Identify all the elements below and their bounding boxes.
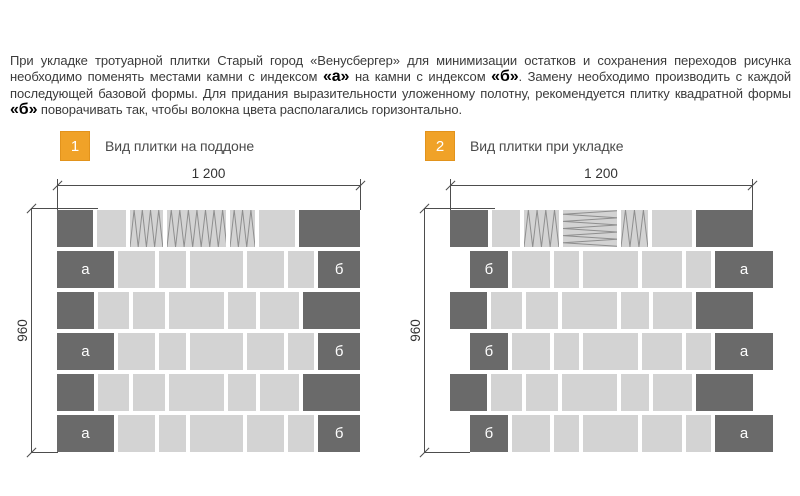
tile-dark [715, 251, 773, 288]
dim-extension-line [424, 208, 495, 209]
tile-row [57, 292, 360, 329]
fiber-hatch-icon [621, 210, 648, 247]
tile-light [288, 333, 315, 370]
tile-light [562, 292, 617, 329]
intro-text: на камни с индексом [349, 69, 492, 85]
tile-light [512, 251, 550, 288]
tile-dark [57, 374, 94, 411]
tile-light [118, 251, 155, 288]
tile-light [159, 251, 186, 288]
dim-height-line [424, 208, 425, 452]
tile-light [686, 251, 711, 288]
tile-dark [57, 251, 114, 288]
tile-dark [57, 292, 94, 329]
section-title: Вид плитки на поддоне [105, 138, 255, 154]
intro-text: При укладке тротуарной плитки Старый город «Венусбергер» для минимизации остатков и сохранения переходов рисунка необходимо поменять местами камни с индексом [10, 53, 791, 85]
tile-light [686, 415, 711, 452]
tile-light [653, 292, 691, 329]
section-title: Вид плитки при укладке [470, 138, 624, 154]
tile-light [98, 292, 129, 329]
dim-width-label: 1 200 [191, 166, 226, 181]
tile-dark [470, 333, 508, 370]
tile-light [583, 333, 639, 370]
dim-width-line [57, 185, 360, 186]
tile-light [260, 292, 298, 329]
tile-light [247, 415, 284, 452]
tile-dark [318, 415, 360, 452]
dim-extension-line [424, 452, 470, 453]
tile-hatched [563, 210, 618, 247]
tile-light [190, 333, 243, 370]
tile-dark [57, 210, 93, 247]
tile-light [642, 415, 682, 452]
tile-row [57, 415, 360, 452]
tile-light [159, 333, 186, 370]
tile-dark [696, 210, 753, 247]
tile-light [228, 374, 256, 411]
tile-grid [57, 210, 360, 452]
tile-index-emphasis: «б» [491, 68, 519, 86]
tile-light [621, 374, 649, 411]
tile-light [554, 333, 579, 370]
tile-light [562, 374, 617, 411]
tile-dark [470, 251, 508, 288]
tile-light [169, 374, 224, 411]
tile-dark [303, 292, 360, 329]
tile-dark [450, 292, 487, 329]
tile-index-label: а [739, 343, 749, 360]
tile-row [450, 292, 753, 329]
tile-hatched [524, 210, 559, 247]
tile-light [492, 210, 520, 247]
dim-height-label: 960 [14, 318, 30, 342]
intro-paragraph [10, 53, 791, 119]
tile-light [247, 251, 284, 288]
tile-row [450, 374, 753, 411]
tile-light [118, 333, 155, 370]
tile-index-emphasis: «а» [322, 68, 350, 86]
tile-index-label: а [81, 425, 90, 442]
tile-light [118, 415, 155, 452]
tile-light [98, 374, 129, 411]
dim-width-line [450, 185, 752, 186]
dim-width-label: 1 200 [584, 166, 618, 181]
tile-light [228, 292, 256, 329]
tile-row [57, 374, 360, 411]
fiber-hatch-icon [130, 210, 163, 247]
tile-dark [470, 415, 508, 452]
tile-index-label: а [739, 425, 749, 442]
tile-row [57, 210, 360, 247]
tile-row [470, 251, 773, 288]
tile-row [57, 251, 360, 288]
tile-light [247, 333, 284, 370]
tile-index-label: б [484, 261, 494, 278]
tile-dark [696, 374, 753, 411]
tile-light [653, 374, 691, 411]
tile-index-label: а [81, 261, 90, 278]
tile-light [526, 374, 557, 411]
tile-hatched [167, 210, 227, 247]
tile-light [526, 292, 557, 329]
tile-light [260, 374, 298, 411]
dim-extension-line [31, 208, 98, 209]
section-number-badge: 2 [425, 131, 455, 161]
dim-extension-line [31, 452, 58, 453]
tile-index-label: б [484, 425, 494, 442]
tile-light [288, 415, 315, 452]
tile-light [512, 333, 550, 370]
tile-index-label: а [739, 261, 749, 278]
tile-dark [57, 415, 114, 452]
intro-text: . Замену необходимо производить с каждой последующей базовой формы. Для придания выразительности уложенному полотну, рекомендуется плитку квадратной формы [10, 69, 792, 101]
fiber-hatch-icon [167, 210, 227, 247]
tile-dark [57, 333, 114, 370]
tile-light [652, 210, 692, 247]
tile-hatched [621, 210, 648, 247]
tile-light [190, 415, 243, 452]
tile-light [583, 415, 639, 452]
tile-index-label: б [484, 343, 494, 360]
tile-row [470, 415, 773, 452]
tile-row [470, 333, 773, 370]
tile-light [491, 374, 522, 411]
tile-dark [299, 210, 360, 247]
tile-light [169, 292, 224, 329]
dim-height-line [31, 208, 32, 452]
tile-light [554, 415, 579, 452]
section-number-badge: 1 [60, 131, 90, 161]
diagram-pallet-view [14, 165, 407, 465]
tile-light [288, 251, 315, 288]
fiber-hatch-icon [524, 210, 559, 247]
tile-row [57, 333, 360, 370]
tile-dark [696, 292, 753, 329]
tile-light [621, 292, 649, 329]
section-header-1 [60, 131, 254, 161]
tile-dark [450, 210, 488, 247]
tile-dark [715, 415, 773, 452]
tile-grid [450, 210, 753, 452]
tile-row [450, 210, 753, 247]
tile-hatched [230, 210, 255, 247]
tile-light [159, 415, 186, 452]
tile-light [583, 251, 639, 288]
tile-light [133, 374, 164, 411]
tile-light [190, 251, 243, 288]
dim-height-label: 960 [407, 318, 423, 342]
intro-text: поворачивать так, чтобы волокна цвета располагались горизонтально. [37, 102, 463, 118]
tile-dark [303, 374, 360, 411]
tile-hatched [130, 210, 163, 247]
fiber-hatch-icon [230, 210, 255, 247]
tile-index-emphasis: «б» [10, 101, 38, 119]
tile-index-label: б [334, 343, 344, 360]
tile-light [554, 251, 579, 288]
fiber-hatch-icon [563, 210, 618, 247]
tile-dark [715, 333, 773, 370]
tile-dark [318, 333, 360, 370]
tile-light [259, 210, 295, 247]
tile-light [97, 210, 126, 247]
diagram-laying-view [407, 165, 800, 465]
tile-light [512, 415, 550, 452]
tile-light [686, 333, 711, 370]
tile-light [133, 292, 164, 329]
tile-dark [318, 251, 360, 288]
section-header-2 [425, 131, 623, 161]
tile-dark [450, 374, 487, 411]
tile-light [491, 292, 522, 329]
tile-index-label: б [334, 261, 344, 278]
tile-index-label: а [81, 343, 90, 360]
tile-light [642, 251, 682, 288]
tile-light [642, 333, 682, 370]
tile-index-label: б [334, 425, 344, 442]
